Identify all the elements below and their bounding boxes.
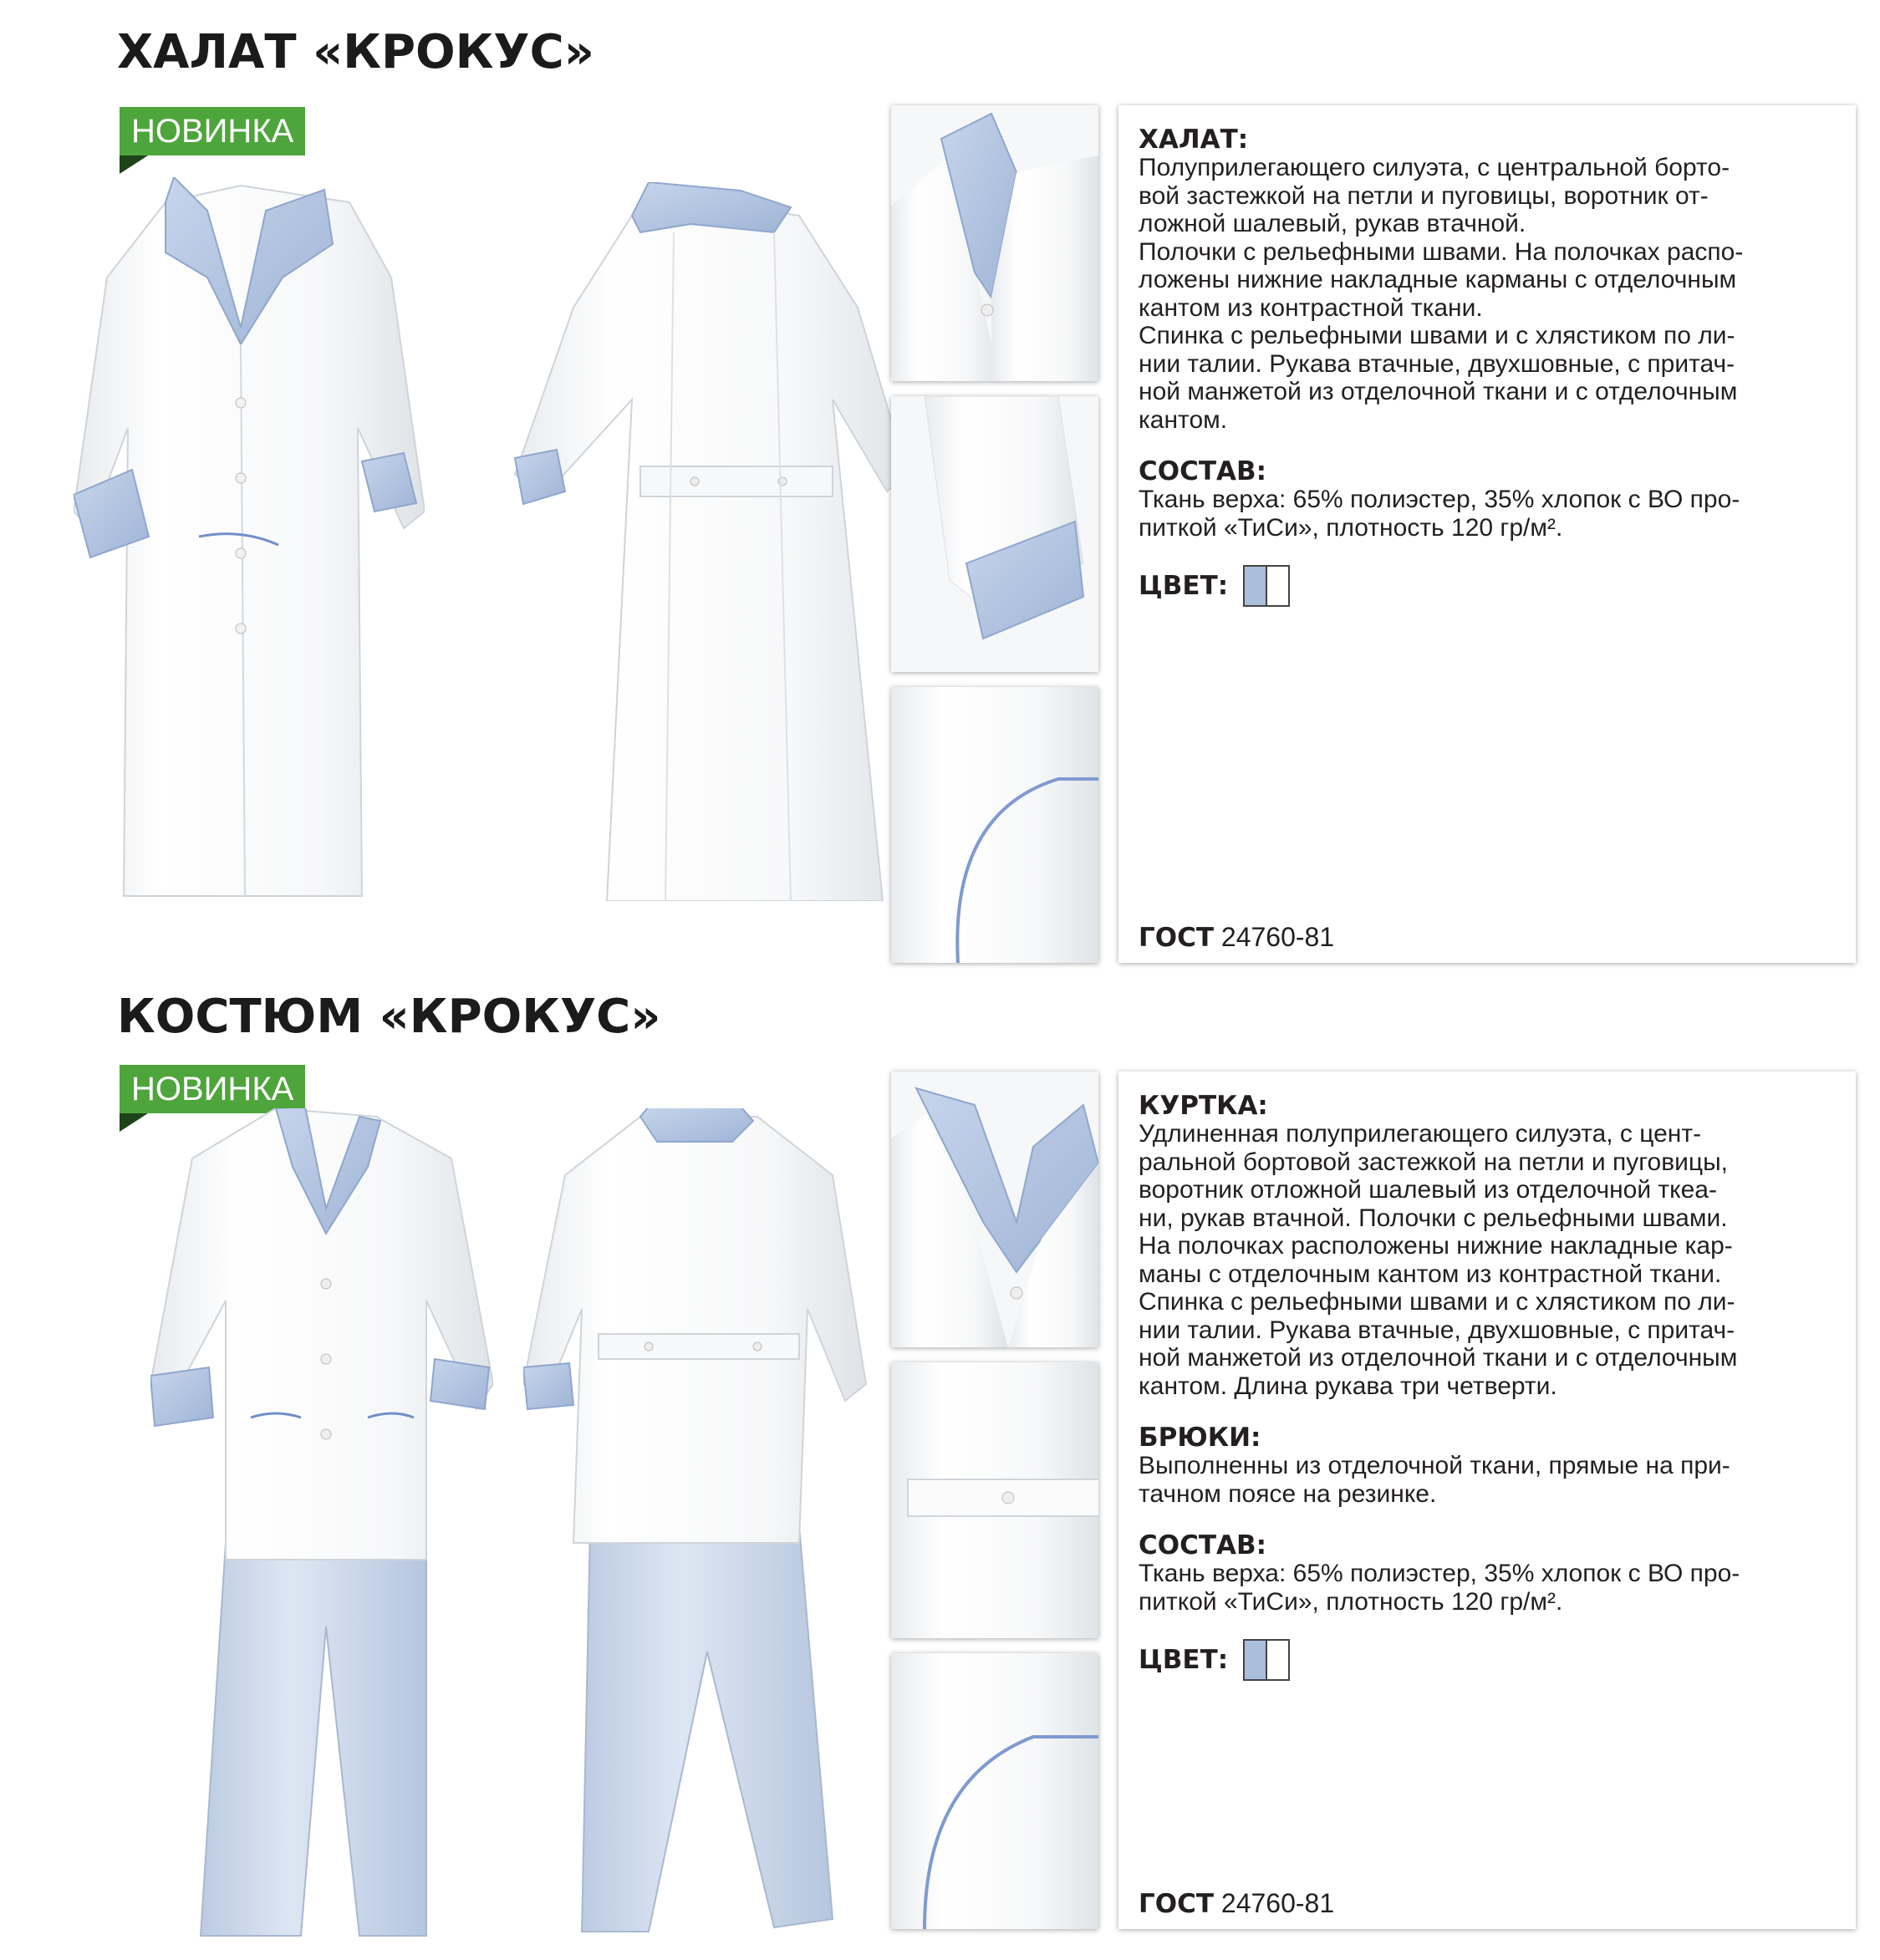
text-line: ной манжетой из отделочной ткани и с отделочным	[1139, 378, 1738, 405]
description-panel-robe	[1118, 105, 1856, 963]
detail-photo-pocket	[891, 1653, 1098, 1929]
color-swatch	[1243, 1639, 1290, 1681]
gost-number: 24760-81	[1220, 922, 1335, 952]
description-panel-suit	[1118, 1072, 1856, 1929]
text-line: ни, рукав втачной. Полочки с рельефными швами.	[1139, 1204, 1728, 1232]
detail-photo-sleeve	[891, 396, 1098, 672]
robe-back-photo	[507, 182, 908, 901]
text-line: воротник отложной шалевый из отделочной ткеа-	[1139, 1176, 1717, 1204]
detail-photo-collar	[891, 105, 1098, 381]
text-line: На полочках расположены нижние накладные кар-	[1139, 1232, 1733, 1260]
text-line: Спинка с рельефными швами и с хлястиком по ли-	[1139, 1288, 1735, 1316]
robe-front-photo	[74, 177, 425, 904]
new-badge: НОВИНКА	[120, 1065, 305, 1113]
badge-tail	[120, 1113, 148, 1132]
badge-tail	[120, 155, 148, 174]
text-line: ложены нижние накладные карманы с отделочным	[1139, 266, 1737, 293]
text-line: вой застежкой на петли и пуговицы, воротник от-	[1139, 181, 1709, 210]
gost-number: 24760-81	[1220, 1888, 1335, 1918]
section-title-suit: КОСТЮМ «КРОКУС»	[117, 990, 661, 1044]
color-label: ЦВЕТ:	[1139, 571, 1229, 601]
detail-photo-pocket	[891, 687, 1098, 963]
suit-front-photo	[150, 1108, 493, 1944]
text-line: тачном поясе на резинке.	[1139, 1479, 1437, 1508]
swatch-white	[1266, 567, 1288, 605]
text-line: Спинка с рельефными швами и с хлястиком по ли-	[1139, 322, 1735, 349]
composition-line: Ткань верха: 65% полиэстер, 35% хлопок с ВО про-	[1139, 486, 1740, 513]
gost-label	[1139, 922, 1334, 953]
composition-line: питкой «ТиСи», плотность 120 гр/м².	[1139, 513, 1563, 542]
swatch-blue	[1245, 1641, 1266, 1679]
text-line: ной манжетой из отделочной ткани и с отделочным	[1139, 1344, 1738, 1372]
text-line: кантом из контрастной ткани.	[1139, 293, 1483, 322]
robe-heading: ХАЛАТ:	[1139, 125, 1249, 155]
jacket-heading: КУРТКА:	[1139, 1091, 1268, 1121]
color-row	[1139, 565, 1839, 607]
text-line: Полочки с рельефными швами. На полочках распо-	[1139, 237, 1744, 266]
text-line: Удлиненная полуприлегающего силуэта, с цент-	[1139, 1120, 1702, 1148]
text-line: нии талии. Рукава втачные, двухшовные, с притач-	[1139, 1316, 1735, 1344]
suit-back-photo	[523, 1108, 874, 1944]
text-line: Полуприлегающего силуэта, с центральной борто-	[1139, 154, 1730, 181]
color-row	[1139, 1639, 1839, 1681]
composition-heading: СОСТАВ:	[1139, 1530, 1267, 1560]
color-swatch	[1243, 565, 1290, 607]
detail-photo-collar	[891, 1072, 1098, 1347]
composition-heading: СОСТАВ:	[1139, 456, 1267, 486]
text-line: Выполненны из отделочной ткани, прямые на при-	[1139, 1452, 1730, 1479]
section-title-robe: ХАЛАТ «КРОКУС»	[117, 25, 594, 79]
detail-photo-belt	[891, 1362, 1098, 1638]
composition-line: питкой «ТиСи», плотность 120 гр/м².	[1139, 1587, 1563, 1616]
gost-prefix: ГОСТ	[1139, 1889, 1215, 1919]
swatch-white	[1266, 1641, 1288, 1679]
color-label: ЦВЕТ:	[1139, 1645, 1229, 1675]
swatch-blue	[1245, 567, 1266, 605]
text-line: кантом. Длина рукава три четверти.	[1139, 1372, 1557, 1400]
pants-heading: БРЮКИ:	[1139, 1423, 1261, 1453]
text-line: маны с отделочным кантом из контрастной ткани.	[1139, 1260, 1722, 1288]
gost-prefix: ГОСТ	[1139, 923, 1215, 953]
gost-label	[1139, 1888, 1334, 1919]
composition-line: Ткань верха: 65% полиэстер, 35% хлопок с ВО про-	[1139, 1560, 1740, 1587]
text-line: нии талии. Рукава втачные, двухшовные, с притач-	[1139, 349, 1735, 378]
text-line: кантом.	[1139, 405, 1228, 434]
text-line: ральной бортовой застежкой на петли и пуговицы,	[1139, 1148, 1728, 1176]
new-badge: НОВИНКА	[120, 107, 305, 155]
text-line: ложной шалевый, рукав втачной.	[1139, 210, 1526, 237]
